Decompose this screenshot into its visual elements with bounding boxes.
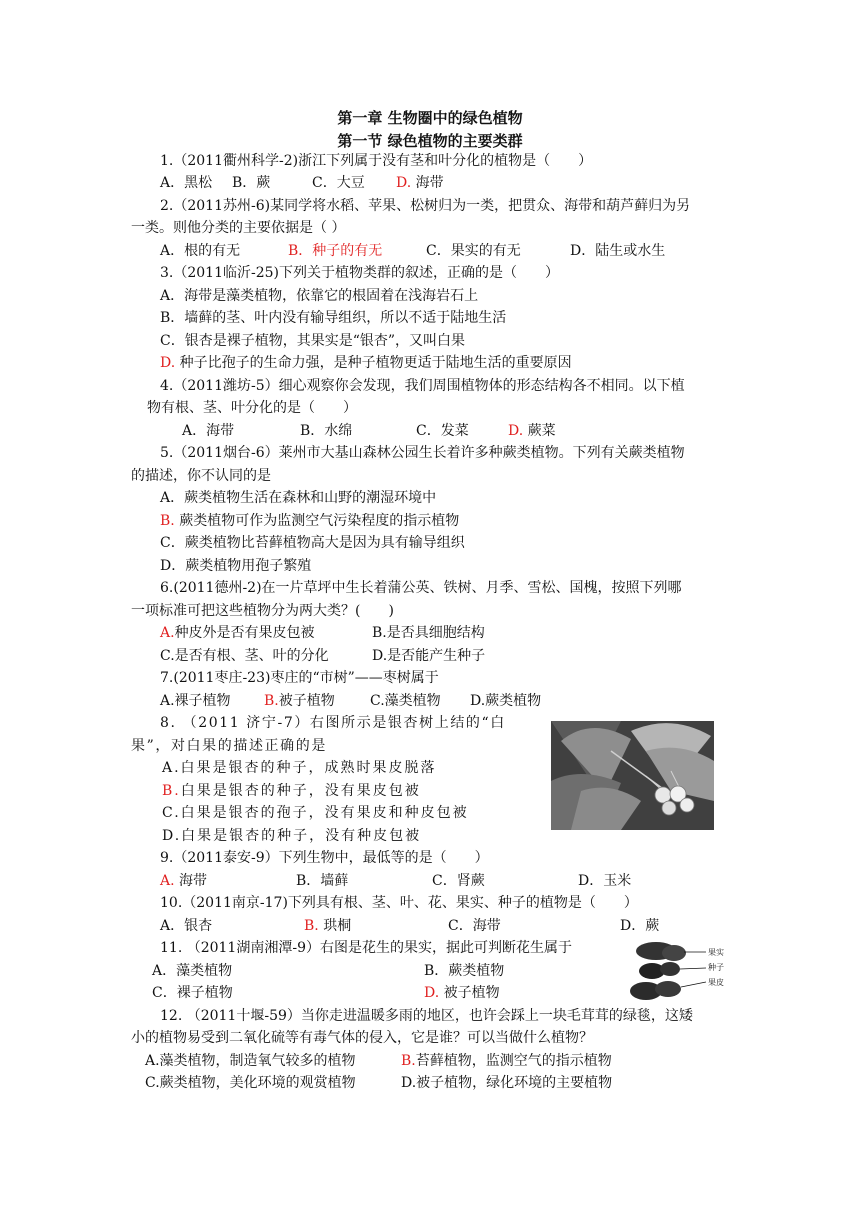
- q12-option-a: A.藻类植物，制造氧气较多的植物: [145, 1053, 356, 1069]
- q2-options: [160, 240, 720, 262]
- q5-option-c: C．蕨类植物比苔藓植物高大是因为具有输导组织: [160, 535, 465, 551]
- q11-option-a: A．藻类植物: [152, 963, 233, 979]
- peanut-figure: [626, 937, 732, 1003]
- q5-option-b: B. 蕨类植物可作为监测空气污染程度的指示植物: [160, 513, 460, 529]
- section-title: 第一节 绿色植物的主要类群: [337, 132, 523, 150]
- q8-option-d: D.白果是银杏的种子，没有种皮包被: [162, 828, 422, 844]
- q7-option-a: A.裸子植物: [160, 693, 231, 709]
- q7-option-c: C.藻类植物: [370, 693, 441, 709]
- q4-option-a: A．海带: [182, 423, 235, 439]
- q1-options: [160, 172, 720, 194]
- q12-options-row2: [145, 1072, 705, 1094]
- q12-answer-letter: B.: [401, 1053, 416, 1069]
- q7-options: [160, 690, 660, 712]
- q11-options-row2: [152, 982, 572, 1004]
- q6-option-d: D.是否能产生种子: [372, 648, 486, 664]
- q8-option-b: B.白果是银杏的种子，没有果皮包被: [162, 783, 421, 799]
- chapter-title: 第一章 生物圈中的绿色植物: [337, 109, 523, 127]
- q7-option-b: B.被子植物: [264, 693, 335, 709]
- q10-option-a: A．银杏: [160, 918, 213, 934]
- q5-option-d: D．蕨类植物用孢子繁殖: [160, 558, 312, 574]
- q6-options-row2: [160, 645, 660, 667]
- q8-option-a: A.白果是银杏的种子，成熟时果皮脱落: [162, 760, 437, 776]
- q10-option-c: C．海带: [448, 918, 501, 934]
- label-seed: 种子: [708, 963, 724, 972]
- label-fruit: 果实: [708, 948, 724, 957]
- q10-option-d: D．蕨: [620, 918, 660, 934]
- q3-stem: 3.（2011临沂-25)下列关于植物类群的叙述，正确的是（ ）: [160, 265, 559, 281]
- q3-option-d: D. 种子比孢子的生命力强，是种子植物更适于陆地生活的重要原因: [160, 355, 572, 371]
- q4-option-b: B．水绵: [300, 423, 353, 439]
- q4-option-c: C．发菜: [416, 423, 469, 439]
- q7-answer-letter: B.: [264, 693, 279, 709]
- q3-answer-letter: D.: [160, 355, 176, 371]
- q5-stem-line2: 的描述，你不认同的是: [131, 468, 271, 484]
- q2-option-b: B．种子的有无: [288, 243, 383, 259]
- q10-answer-letter: B.: [304, 918, 319, 934]
- q3-option-a: A．海带是藻类植物，依靠它的根固着在浅海岩石上: [160, 288, 479, 304]
- q3-option-b: B．墙藓的茎、叶内没有输导组织，所以不适于陆地生活: [160, 310, 507, 326]
- q1-answer-letter: D.: [396, 175, 412, 191]
- ginkgo-fruit-photo: [551, 721, 714, 830]
- q9-answer-letter: A.: [160, 873, 175, 889]
- q9-option-c: C．肾蕨: [432, 873, 485, 889]
- q8-stem-line1: 8. （2011 济宁-7）右图所示是银杏树上结的“白: [160, 715, 506, 731]
- q11-option-b: B．蕨类植物: [424, 963, 505, 979]
- q12-stem-line1: 12. （2011十堰-59）当你走进温暖多雨的地区，也许会踩上一块毛茸茸的绿毯，这矮: [160, 1008, 693, 1024]
- ginkgo-photo-drawing: [551, 721, 714, 830]
- q10-option-b: B. 珙桐: [304, 918, 352, 934]
- q8-answer-letter: B.: [162, 783, 181, 799]
- q12-option-d: D.被子植物，绿化环境的主要植物: [401, 1075, 613, 1091]
- q6-stem-line1: 6.(2011德州-2)在一片草坪中生长着蒲公英、铁树、月季、雪松、国槐，按照下列哪: [160, 580, 682, 596]
- q2-stem-line1: 2.（2011苏州-6)某同学将水稻、苹果、松树归为一类，把贯众、海带和葫芦藓归为另: [160, 198, 691, 214]
- q8-option-c: C.白果是银杏的孢子，没有果皮和种皮包被: [162, 805, 469, 821]
- q6-option-b: B.是否具细胞结构: [372, 625, 485, 641]
- q9-option-a: A. 海带: [160, 873, 208, 889]
- q2-stem-line2: 一类。则他分类的主要依据是（ ）: [131, 220, 346, 236]
- q6-option-a: A.种皮外是否有果皮包被: [160, 625, 315, 641]
- q1-option-c: C．大豆: [312, 175, 365, 191]
- q12-option-c: C.蕨类植物，美化环境的观赏植物: [145, 1075, 356, 1091]
- q9-stem: 9.（2011泰安-9）下列生物中，最低等的是（ ）: [160, 850, 489, 866]
- q1-option-a: A．黑松: [160, 175, 213, 191]
- q9-options: [160, 870, 720, 892]
- label-pericarp: 果皮: [708, 978, 724, 987]
- q10-options: [160, 915, 720, 937]
- q4-answer-letter: D.: [508, 423, 524, 439]
- q8-stem-line2: 果”，对白果的描述正确的是: [131, 738, 327, 754]
- q4-option-d: D. 蕨菜: [508, 423, 556, 439]
- q2-option-c: C．果实的有无: [426, 243, 521, 259]
- q2-option-d: D．陆生或水生: [570, 243, 666, 259]
- q1-option-b: B．蕨: [232, 175, 271, 191]
- q11-options-row1: [152, 960, 572, 982]
- q11-stem: 11. （2011湖南湘潭-9）右图是花生的果实，据此可判断花生属于: [160, 940, 572, 956]
- q12-stem-line2: 小的植物易受到二氧化硫等有毒气体的侵入，它是谁？可以当做什么植物？: [131, 1030, 593, 1046]
- q6-options-row1: [160, 622, 660, 644]
- q3-option-c: C．银杏是裸子植物，其果实是“银杏”，又叫白果: [160, 333, 466, 349]
- q11-answer-letter: D.: [424, 985, 440, 1001]
- q9-option-b: B．墙藓: [296, 873, 349, 889]
- q1-stem: 1.（2011衢州科学-2)浙江下列属于没有茎和叶分化的植物是（ ）: [160, 153, 593, 169]
- q4-stem-line1: 4.（2011潍坊-5）细心观察你会发现，我们周围植物体的形态结构各不相同。以下植: [160, 378, 685, 394]
- q7-option-d: D.蕨类植物: [470, 693, 542, 709]
- q11-option-c: C．裸子植物: [152, 985, 233, 1001]
- q12-options-row1: [145, 1050, 705, 1072]
- q6-answer-letter: A.: [160, 625, 175, 641]
- q7-stem: 7.(2011枣庄-23)枣庄的“市树”——枣树属于: [160, 670, 439, 686]
- q6-option-c: C.是否有根、茎、叶的分化: [160, 648, 329, 664]
- q4-stem-line2: 物有根、茎、叶分化的是（ ）: [147, 400, 357, 416]
- q1-option-d: D. 海带: [396, 175, 444, 191]
- q5-answer-letter: B.: [160, 513, 175, 529]
- q12-option-b: B.苔藓植物，监测空气的指示植物: [401, 1053, 612, 1069]
- q10-stem: 10.（2011南京-17)下列具有根、茎、叶、花、果实、种子的植物是（ ）: [160, 895, 638, 911]
- q6-stem-line2: 一项标准可把这些植物分为两大类？( ): [131, 603, 394, 619]
- q11-option-d: D. 被子植物: [424, 985, 500, 1001]
- q5-stem-line1: 5.（2011烟台-6）莱州市大基山森林公园生长着许多种蕨类植物。下列有关蕨类植物: [160, 445, 685, 461]
- q2-option-a: A．根的有无: [160, 243, 241, 259]
- q4-options: [182, 420, 682, 442]
- q5-option-a: A．蕨类植物生活在森林和山野的潮湿环境中: [160, 490, 437, 506]
- q9-option-d: D．玉米: [578, 873, 632, 889]
